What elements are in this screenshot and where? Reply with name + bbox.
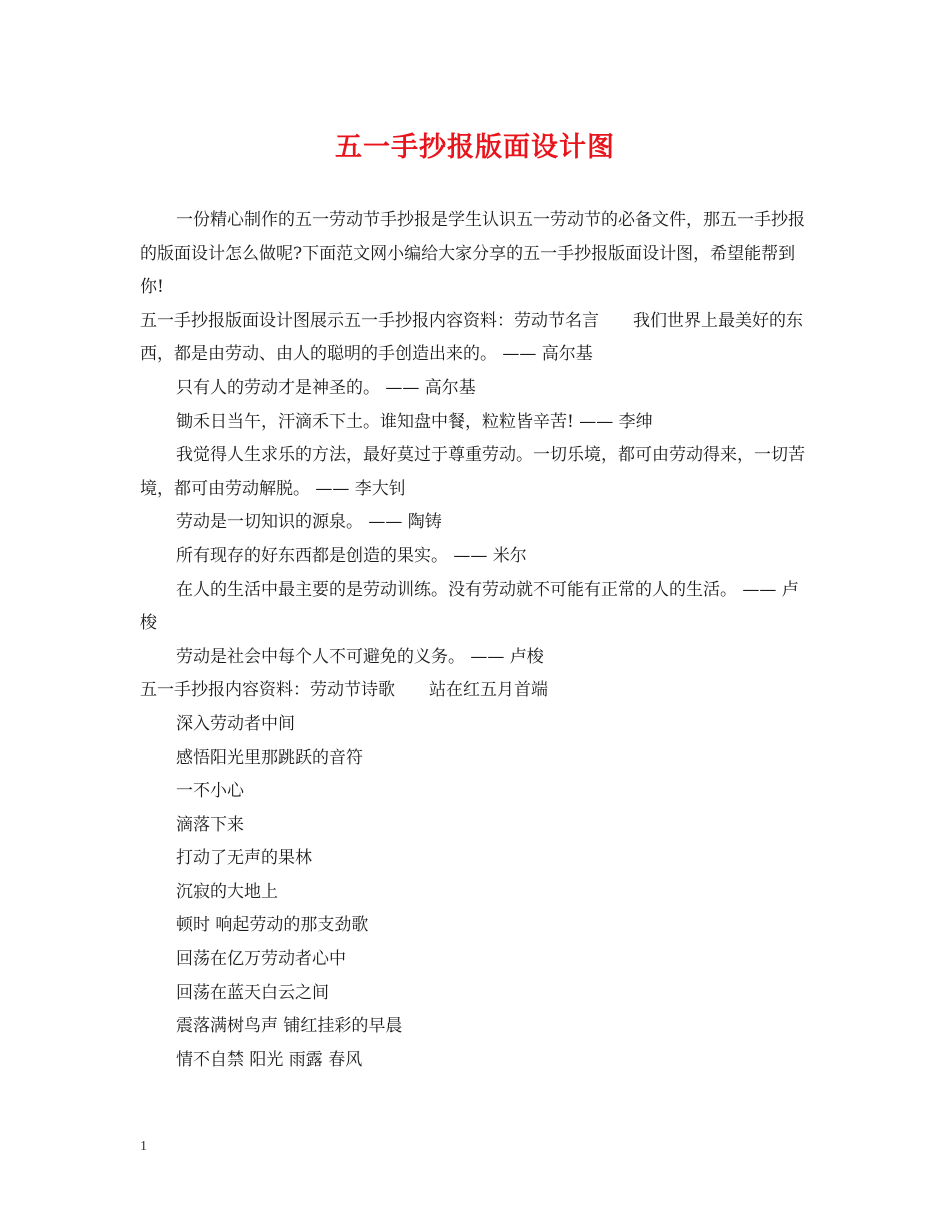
paragraph-quotes-heading: 五一手抄报版面设计图展示五一手抄报内容资料：劳动节名言 我们世界上最美好的东西，都是由劳动、由人的聪明的手创造出来的。 —— 高尔基 [140, 310, 803, 365]
paragraph-quote: 只有人的劳动才是神圣的。 —— 高尔基 [176, 377, 476, 398]
poem-line: 回荡在蓝天白云之间 [176, 982, 329, 1003]
paragraph-quote: 所有现存的好东西都是创造的果实。 —— 米尔 [176, 545, 527, 566]
poem-line: 顿时 响起劳动的那支劲歌 [176, 915, 369, 936]
paragraph-quote: 我觉得人生求乐的方法，最好莫过于尊重劳动。一切乐境，都可由劳动得来，一切苦境，都可由劳动解脱。 —— 李大钊 [140, 445, 805, 499]
poem-line: 回荡在亿万劳动者心中 [176, 949, 346, 970]
paragraph-quote: 劳动是一切知识的源泉。 —— 陶铸 [176, 512, 442, 533]
document-title: 五一手抄报版面设计图 [335, 132, 615, 163]
page-number: 1 [140, 1139, 147, 1154]
poem-line: 打动了无声的果林 [176, 848, 312, 869]
paragraph-quote: 在人的生活中最主要的是劳动训练。没有劳动就不可能有正常的人的生活。 —— 卢梭 [140, 579, 799, 634]
poem-line: 震落满树鸟声 铺红挂彩的早晨 [176, 1016, 403, 1037]
document-body [140, 204, 812, 1077]
paragraph-quote: 锄禾日当午，汗滴禾下土。谁知盘中餐，粒粒皆辛苦! —— 李绅 [176, 411, 653, 432]
poem-line: 沉寂的大地上 [176, 881, 278, 902]
poem-line: 情不自禁 阳光 雨露 春风 [176, 1049, 363, 1070]
poem-line: 深入劳动者中间 [176, 713, 295, 734]
poem-line: 感悟阳光里那跳跃的音符 [176, 747, 363, 768]
poem-line: 滴落下来 [176, 814, 244, 835]
paragraph-intro: 一份精心制作的五一劳动节手抄报是学生认识五一劳动节的必备文件，那五一手抄报的版面设计怎么做呢?下面范文网小编给大家分享的五一手抄报版面设计图，希望能帮到你! [140, 210, 805, 298]
paragraph-quote: 劳动是社会中每个人不可避免的义务。 —— 卢梭 [176, 646, 544, 667]
paragraph-poem-heading: 五一手抄报内容资料：劳动节诗歌 站在红五月首端 [140, 680, 548, 701]
poem-line: 一不小心 [176, 781, 244, 802]
